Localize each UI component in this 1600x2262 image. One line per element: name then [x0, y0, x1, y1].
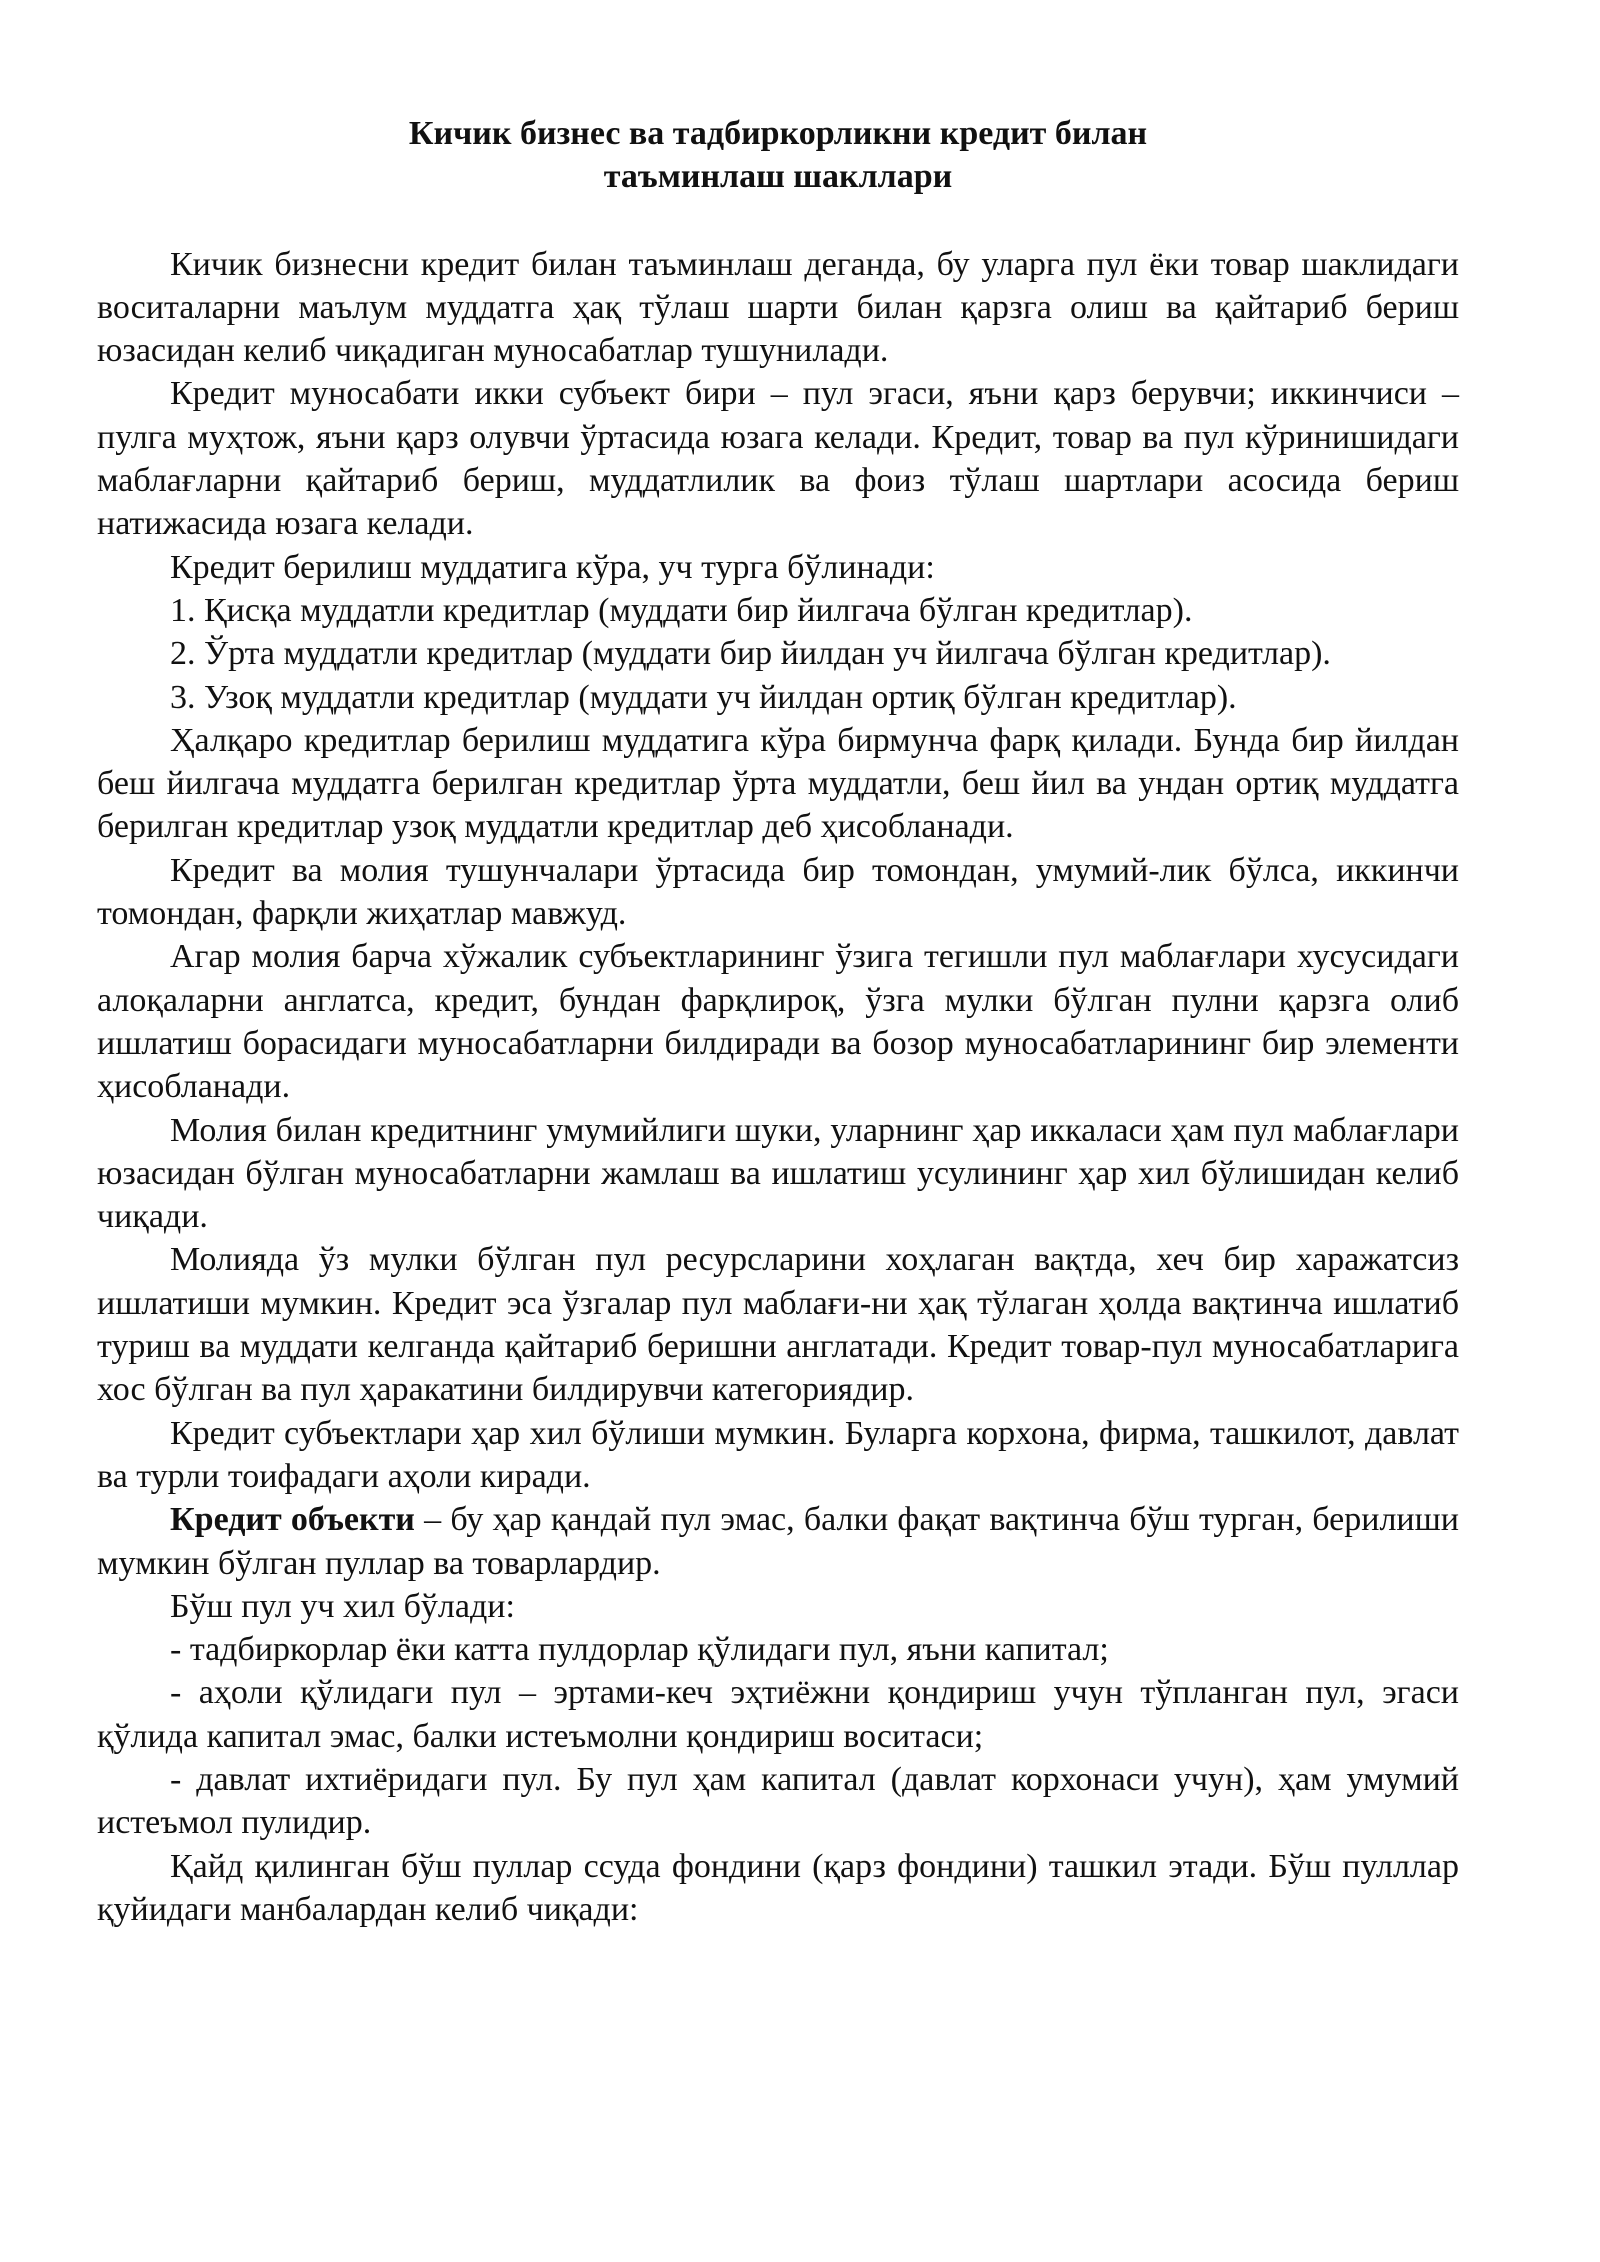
list-item: 2. Ўрта муддатли кредитлар (муддати бир йилдан уч йилгача бўлган кредитлар).: [170, 635, 1331, 673]
document-page: [97, 112, 1459, 1931]
document-body: [97, 243, 1459, 1932]
definition-text: – бу ҳар қандай пул эмас, балки фақат вақтинча бўш турган, берилиши мумкин бўлган пуллар ва товарлардир.: [97, 1501, 1459, 1582]
paragraph: Молия билан кредитнинг умумийлиги шуки, уларнинг ҳар иккаласи ҳам пул маблағлари юзасидан бўлган муносабатларни жамлаш ва ишлатиш усулининг ҳар хил бўлишидан келиб чиқади.: [97, 1111, 1459, 1236]
paragraph: Агар молия барча хўжалик субъектларининг ўзига тегишли пул маблағлари хусусидаги алоқаларни англатса, кредит, бундан фарқлироқ, ўзга мулки бўлган пулни қарзга олиб ишлатиш борасидаги муносабатларни билдиради ва бозор муносабатларининг бир элементи ҳисобланади.: [97, 938, 1459, 1106]
document-title: [97, 112, 1459, 199]
paragraph: Қайд қилинган бўш пуллар ссуда фондини (қарз фондини) ташкил этади. Бўш пулллар қуйидаги манбалардан келиб чиқади:: [97, 1847, 1459, 1928]
paragraph: Кичик бизнесни кредит билан таъминлаш деганда, бу уларга пул ёки товар шаклидаги воситаларни маълум муддатга ҳақ тўлаш шарти билан қарзга олиш ва қайтариб бериш юзасидан келиб чиқадиган муносабатлар тушунилади.: [97, 245, 1459, 370]
paragraph: Кредит субъектлари ҳар хил бўлиши мумкин. Буларга корхона, фирма, ташкилот, давлат ва турли тоифадаги аҳоли киради.: [97, 1414, 1459, 1495]
paragraph: Кредит муносабати икки субъект бири – пул эгаси, яъни қарз берувчи; иккинчиси – пулга муҳтож, яъни қарз олувчи ўртасида юзага келади. Кредит, товар ва пул кўринишидаги маблағларни қайтариб бериш, муддатлилик ва фоиз тўлаш шартлари асосида бериш натижасида юзага келади.: [97, 375, 1459, 543]
title-line-2: таъминлаш шакллари: [603, 158, 953, 196]
paragraph: Кредит ва молия тушунчалари ўртасида бир томондан, умумий-лик бўлса, иккинчи томондан, фарқли жиҳатлар мавжуд.: [97, 851, 1459, 933]
paragraph: Кредит берилиш муддатига кўра, уч турга бўлинади:: [170, 548, 935, 586]
paragraph-credit-object: [97, 1498, 1459, 1585]
paragraph: Ҳалқаро кредитлар берилиш муддатига кўра бирмунча фарқ қилади. Бунда бир йилдан беш йилгача муддатга берилган кредитлар ўрта муддатли, беш йил ва ундан ортиқ муддатга берилган кредитлар узоқ муддатли кредитлар деб ҳисобланади.: [97, 721, 1459, 846]
paragraph: Бўш пул уч хил бўлади:: [170, 1587, 515, 1625]
paragraph: Молияда ўз мулки бўлган пул ресурсларини хоҳлаган вақтда, хеч бир харажатсиз ишлатиши мумкин. Кредит эса ўзгалар пул маблағи-ни ҳақ тўлаган ҳолда вақтинча ишлатиб туриш ва муддати келганда қайтариб беришни англатади. Кредит товар-пул муносабатларига хос бўлган ва пул ҳаракатини билдирувчи категориядир.: [97, 1241, 1459, 1409]
list-item: - аҳоли қўлидаги пул – эртами-кеч эҳтиёжни қондириш учун тўпланган пул, эгаси қўлида капитал эмас, балки истеъмолни қондириш воситаси;: [97, 1674, 1459, 1755]
term-credit-object: Кредит объекти: [170, 1501, 415, 1539]
list-item: - давлат ихтиёридаги пул. Бу пул ҳам капитал (давлат корхонаси учун), ҳам умумий истеъмол пулидир.: [97, 1760, 1459, 1842]
list-item: 1. Қисқа муддатли кредитлар (муддати бир йилгача бўлган кредитлар).: [170, 591, 1193, 629]
title-line-1: Кичик бизнес ва тадбиркорликни кредит билан: [408, 115, 1148, 152]
list-item: 3. Узоқ муддатли кредитлар (муддати уч йилдан ортиқ бўлган кредитлар).: [170, 678, 1237, 716]
list-item: - тадбиркорлар ёки катта пулдорлар қўлидаги пул, яъни капитал;: [170, 1631, 1109, 1669]
